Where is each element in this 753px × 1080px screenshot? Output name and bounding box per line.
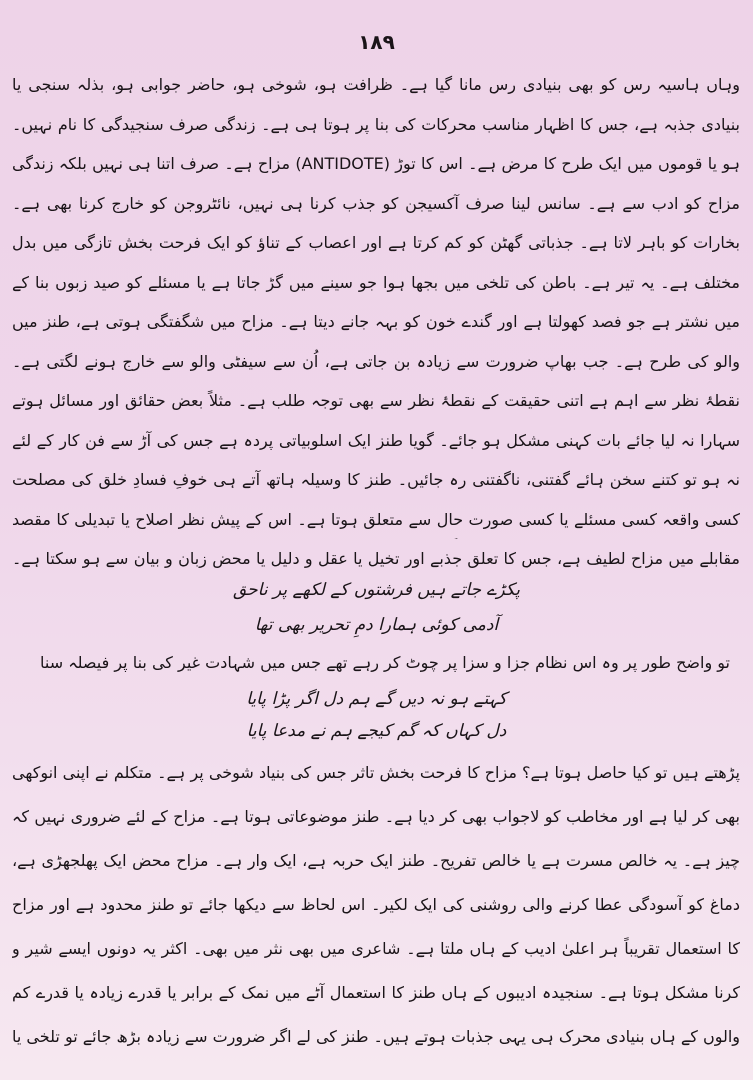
text-line: مقابلے میں مزاح لطیف ہے، جس کا تعلق جذبے اور تخیل یا عقل و دلیل یا محض زبان و بیان سے ہو سکتا ہے۔ (12, 549, 740, 568)
text-line: میں نشتر ہے جو فصد کھولتا ہے اور گندے خون کو بہہ جانے دیتا ہے۔ مزاح میں شگفتگی ہوتی ہے، طنز میں (12, 312, 740, 331)
bridge-line: تو واضح طور پر وہ اس نظام جزا و سزا پر چوٹ کر رہے تھے جس میں شہادت غیر کی بنا پر فیصلہ سنا (40, 653, 730, 672)
couplet-2-line-1: کہتے ہو نہ دیں گے ہم دل اگر پڑا پایا (246, 689, 507, 709)
text-line: والو کی طرح ہے۔ جب بھاپ ضرورت سے زیادہ بن جاتی ہے، اُن سے سیفٹی والو سے خارج ہونے لگتی ہے۔ (12, 351, 740, 371)
text-line: بخارات کو باہر لاتا ہے۔ جذباتی گھٹن کو کم کرتا ہے اور اعصاب کے تناؤ کو ایک فرحت بخش تازگی میں بدل (12, 233, 740, 252)
text-line: کسی واقعہ کسی مسئلے یا کسی صورت حال سے متعلق ہوتا ہے۔ اس کے پیش نظر اصلاح یا تبدیلی کا مقصد (12, 509, 740, 529)
text-line: بنیادی جذبہ ہے، جس کا اظہار مناسب محرکات کی بنا پر ہوتا ہی ہے۔ زندگی صرف سنجیدگی کا نام نہیں۔ (12, 114, 740, 134)
text-line: نہ ہو تو کتنے سخن ہائے گفتنی، ناگفتنی رہ جائیں۔ طنز کا وسیلہ ہاتھ آتے ہی خوفِ فسادِ خلق کی مصلحت (12, 470, 740, 489)
text-line: ہو یا قوموں میں ایک طرح کا مرض ہے۔ اس کا توڑ (ANTIDOTE) مزاح ہے۔ صرف اتنا ہی نہیں بلکہ زندگی (12, 154, 740, 173)
text-line: دماغ کو آسودگی عطا کرنے والی روشنی کی ایک لکیر۔ اس لحاظ سے دیکھا جائے تو طنز محدود ہے اور مزاح (12, 895, 740, 914)
text-line: کرنا مشکل ہوتا ہے۔ سنجیدہ ادیبوں کے ہاں طنز کا استعمال آٹے میں نمک کے برابر یا قدرے زیادہ یا قدرے کم (12, 983, 740, 1002)
text-line: والوں کے ہاں بنیادی محرک ہی یہی جذبات ہوتے ہیں۔ طنز کی لے اگر ضرورت سے زیادہ بڑھ جائے تو تلخی یا (12, 1027, 740, 1046)
couplet-1-line-2: آدمی کوئی ہمارا دمِ تحریر بھی تھا (254, 615, 499, 635)
text-line: چیز ہے۔ یہ خالص مسرت ہے یا خالص تفریح۔ طنز ایک حربہ ہے، ایک وار ہے۔ مزاح محض ایک پھلجھڑی ہے، (12, 851, 740, 870)
text-line: پڑھتے ہیں تو کیا حاصل ہوتا ہے؟ مزاح کا فرحت بخش تاثر جس کی بنیاد شوخی پر ہے۔ متکلم نے اپنی انوکھی (12, 763, 740, 782)
text-line: کا استعمال تقریباً ہر اعلیٰ ادیب کے ہاں ملتا ہے۔ شاعری میں بھی نثر میں بھی۔ اکثر یہ دونوں ایسے شیر و (12, 939, 740, 958)
text-line: بھی کر لیا ہے اور مخاطب کو لاجواب بھی کر دیا ہے۔ طنز موضوعاتی ہوتا ہے۔ مزاح کے لئے ضروری نہیں کہ (12, 807, 740, 826)
couplet-2-line-2: دل کہاں کہ گم کیجے ہم نے مدعا پایا (246, 721, 507, 741)
text-line: سہارا نہ لیا جائے بات کہنی مشکل ہو جائے۔ گویا طنز ایک اسلوبیاتی پردہ ہے جس کی آڑ سے فن کار کے لئے (12, 430, 740, 450)
text-line: نقطۂ نظر سے اہم ہے اتنی حقیقت کے نقطۂ نظر سے بھی توجہ طلب ہے۔ مثلاً بعض حقائق اور مسائل ہوتے (12, 391, 740, 410)
text-line: وہاں ہاسیہ رس کو بھی بنیادی رس مانا گیا ہے۔ ظرافت ہو، شوخی ہو، حاضر جوابی ہو، بذلہ سنجی یا (12, 75, 740, 94)
text-line: مختلف ہے۔ یہ تیر ہے۔ باطن کی تلخی میں بجھا ہوا جو سینے میں گڑ جاتا ہے یا مسئلے کو صید زبوں بنا کے (12, 272, 740, 292)
page-number: ۱۸۹ (358, 30, 395, 54)
couplet-1-line-1: پکڑے جاتے ہیں فرشتوں کے لکھے پر ناحق (233, 580, 520, 600)
text-line: مزاح کو ادب سے ہے۔ سانس لینا صرف آکسیجن کو جذب کرنا ہی نہیں، نائٹروجن کو خارج کرنا بھی ہے۔ (12, 193, 740, 213)
